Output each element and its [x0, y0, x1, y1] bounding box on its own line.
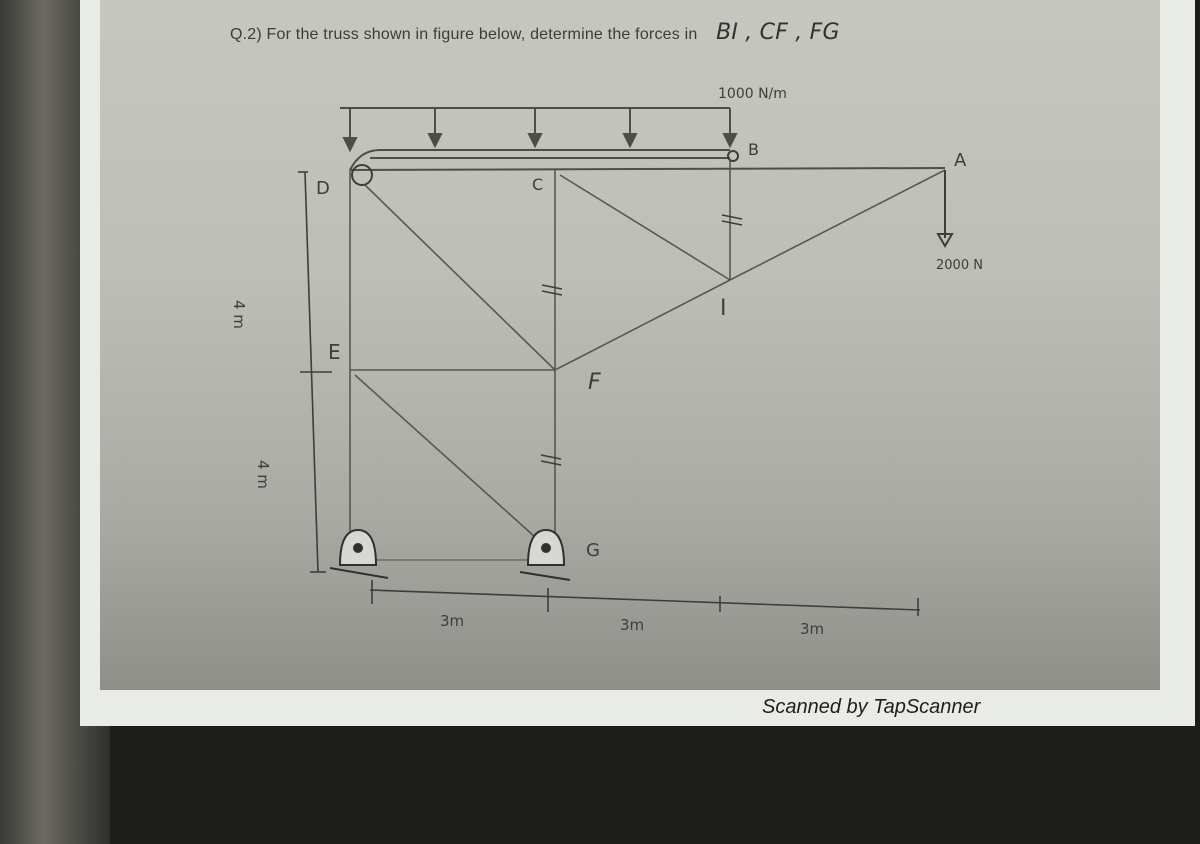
member-CI	[560, 175, 730, 280]
member-IA	[730, 170, 945, 280]
span-label-3: 3m	[800, 620, 825, 638]
node-label-I: I	[720, 296, 727, 321]
node-label-A: A	[954, 150, 967, 171]
node-label-F: F	[588, 370, 601, 395]
joint-D-pin	[352, 165, 372, 185]
member-FI	[555, 280, 730, 370]
height-label-lower: 4 m	[254, 460, 272, 489]
span-label-2: 3m	[620, 616, 645, 634]
point-load-arrow	[938, 170, 952, 246]
top-chord	[350, 150, 945, 170]
pin-support-right	[520, 530, 570, 580]
node-label-E: E	[328, 340, 341, 364]
span-label-1: 3m	[440, 612, 465, 630]
truss-members	[350, 160, 945, 560]
span-dimension	[370, 580, 920, 616]
node-label-D: D	[316, 178, 330, 199]
distributed-load	[340, 108, 736, 150]
equal-marks	[541, 215, 742, 465]
member-DF	[365, 185, 555, 370]
node-label-B: B	[748, 140, 759, 159]
question-printed: Q.2) For the truss shown in figure below, determine the forces in	[230, 26, 698, 43]
node-label-G: G	[586, 540, 600, 561]
joint-B-pin	[728, 151, 738, 161]
distributed-load-label: 1000 N/m	[718, 86, 787, 102]
height-dimension	[298, 172, 332, 572]
node-label-C: C	[532, 175, 544, 194]
pin-support-left	[330, 530, 388, 578]
point-load-label: 2000 N	[936, 258, 983, 273]
member-EG	[355, 375, 555, 555]
height-label-upper: 4 m	[230, 300, 248, 329]
scanner-watermark: Scanned by TapScanner	[762, 696, 981, 718]
question-handwritten-members: BI , CF , FG	[716, 20, 840, 45]
